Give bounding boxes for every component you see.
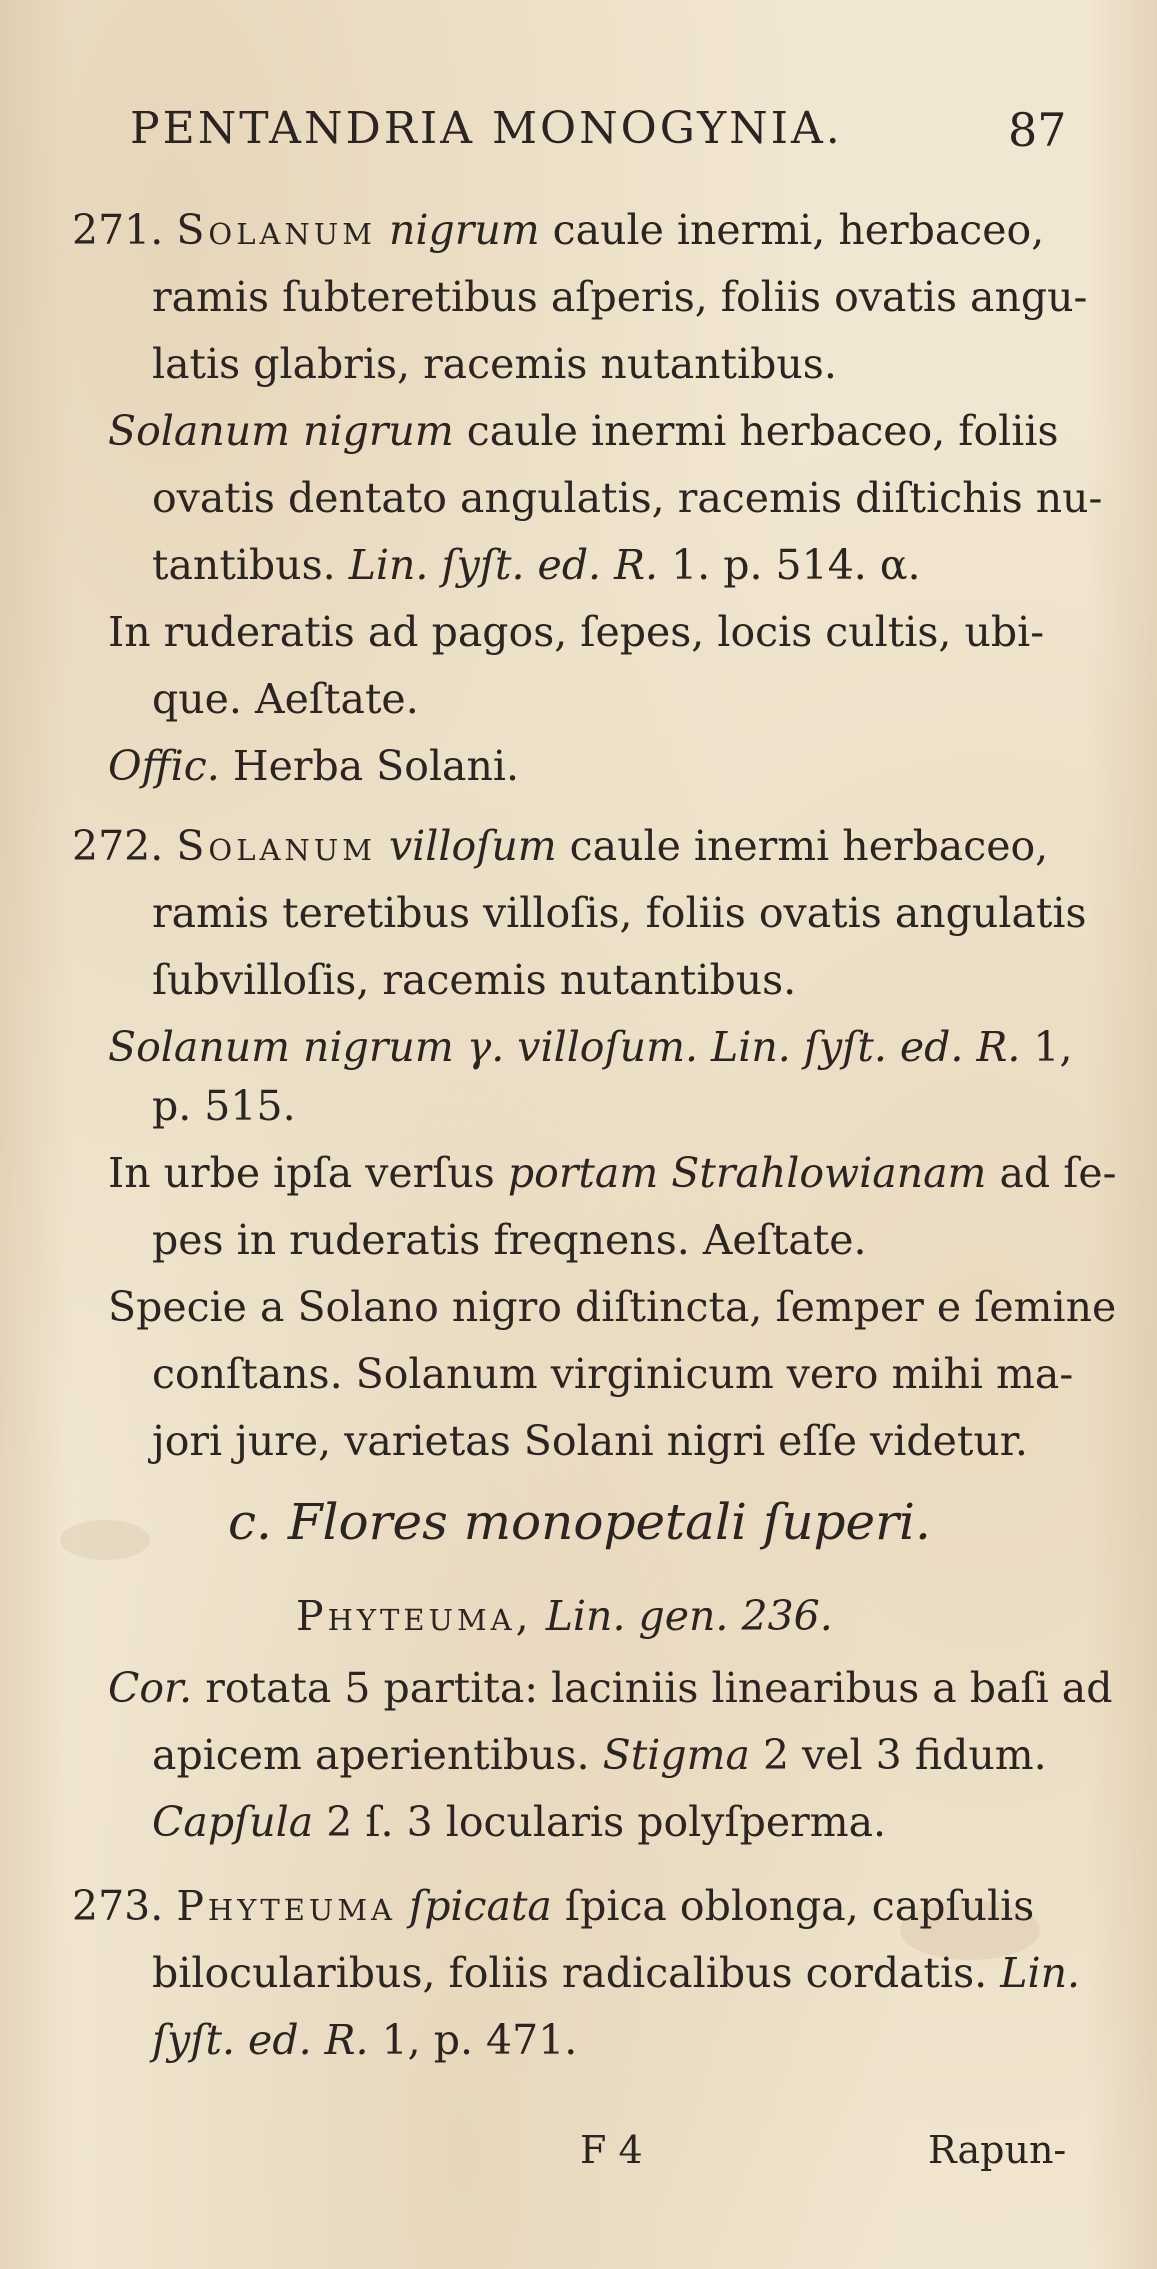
- reference: Lin.: [1000, 1949, 1081, 1997]
- entry-271-synonym-line-2: ovatis dentato angulatis, racemis diſtichis nu-: [152, 474, 1103, 522]
- entry-number: 272.: [72, 822, 164, 870]
- entry-273-line-1: [72, 1882, 1035, 1930]
- synonym-text: tantibus.: [152, 541, 336, 589]
- synonym-name: Solanum nigrum: [108, 407, 454, 455]
- synonym-text: caule inermi herbaceo, foliis: [466, 407, 1059, 455]
- capsula-label: Capſula: [152, 1798, 314, 1846]
- running-head: PENTANDRIA MONOGYNIA.: [130, 103, 843, 154]
- signature-mark: F 4: [580, 2128, 643, 2172]
- genus-description-line-1: [108, 1664, 1113, 1712]
- genus-description-line-2: [152, 1731, 1047, 1779]
- section-title: Flores monopetali ſuperi.: [287, 1493, 931, 1551]
- reference-page: 1, p. 471.: [381, 2016, 578, 2064]
- diagnosis-text: caule inermi, herbaceo,: [552, 206, 1045, 254]
- stigma-text: 2 vel 3 fidum.: [762, 1731, 1047, 1779]
- diagnosis-text: bilocularibus, foliis radicalibus cordatis.: [152, 1949, 988, 1997]
- reference: ſyſt. ed. R.: [152, 2016, 369, 2064]
- species-epithet: villoſum: [388, 822, 557, 870]
- entry-272-synonym-line-1: [108, 1023, 1073, 1071]
- entry-271-line-1: [72, 206, 1045, 254]
- corolla-text: apicem aperientibus.: [152, 1731, 590, 1779]
- synonym-name: Solanum nigrum γ. villoſum.: [108, 1023, 698, 1071]
- synonym-reference: Lin. ſyſt. ed. R.: [711, 1023, 1021, 1071]
- entry-271-habitat-line-1: In ruderatis ad pagos, ſepes, locis cultis, ubi-: [108, 608, 1045, 656]
- synonym-reference-page: 1. p. 514. α.: [671, 541, 921, 589]
- genus-name: Phyteuma: [176, 1882, 396, 1930]
- entry-272-synonym-line-2: p. 515.: [152, 1082, 296, 1130]
- page-number: 87: [1008, 103, 1067, 157]
- habitat-text: In urbe ipſa verſus: [108, 1149, 495, 1197]
- synonym-reference: Lin. ſyſt. ed. R.: [348, 541, 659, 589]
- corolla-label: Cor.: [108, 1664, 193, 1712]
- entry-271-offic-line: [108, 742, 520, 790]
- entry-271-habitat-line-2: que. Aeſtate.: [152, 675, 419, 723]
- entry-272-line-2: ramis teretibus villoſis, foliis ovatis angulatis: [152, 889, 1087, 937]
- entry-272-note-line-2: conſtans. Solanum virginicum vero mihi ma-: [152, 1350, 1074, 1398]
- genus-name: Solanum: [176, 822, 376, 870]
- entry-271-synonym-line-1: [108, 407, 1059, 455]
- entry-number: 271.: [72, 206, 164, 254]
- stigma-label: Stigma: [602, 1731, 750, 1779]
- entry-272-habitat-line-2: pes in ruderatis freqnens. Aeſtate.: [152, 1216, 867, 1264]
- entry-271-line-3: latis glabris, racemis nutantibus.: [152, 340, 837, 388]
- entry-272-line-1: [72, 822, 1049, 870]
- offic-label: Offic.: [108, 742, 220, 790]
- entry-273-line-3: [152, 2016, 578, 2064]
- catchword: Rapun-: [928, 2128, 1067, 2172]
- genus-name: Solanum: [176, 206, 376, 254]
- habitat-text: ad ſe-: [999, 1149, 1117, 1197]
- entry-272-habitat-line-1: [108, 1149, 1117, 1197]
- entry-271-synonym-line-3: [152, 541, 921, 589]
- offic-text: Herba Solani.: [232, 742, 520, 790]
- entry-271-line-2: ramis ſubteretibus aſperis, foliis ovatis angu-: [152, 273, 1088, 321]
- diagnosis-text: ſpica oblonga, capſulis: [564, 1882, 1035, 1930]
- section-heading: [228, 1493, 931, 1551]
- habitat-place: portam Strahlowianam: [507, 1149, 987, 1197]
- species-epithet: nigrum: [388, 206, 540, 254]
- genus-reference: Lin. gen. 236.: [545, 1592, 833, 1640]
- species-epithet: ſpicata: [409, 1882, 552, 1930]
- synonym-reference-page: 1,: [1033, 1023, 1073, 1071]
- entry-273-line-2: [152, 1949, 1081, 1997]
- genus-name: Phyteuma,: [296, 1592, 533, 1640]
- diagnosis-text: caule inermi herbaceo,: [569, 822, 1049, 870]
- entry-272-note-line-3: jori jure, varietas Solani nigri eſſe videtur.: [152, 1417, 1028, 1465]
- corolla-text: rotata 5 partita: laciniis linearibus a baſi ad: [205, 1664, 1113, 1712]
- entry-number: 273.: [72, 1882, 164, 1930]
- entry-272-note-line-1: Specie a Solano nigro diſtincta, ſemper e ſemine: [108, 1283, 1117, 1331]
- capsula-text: 2 ſ. 3 locularis polyſperma.: [326, 1798, 887, 1846]
- paper-stain: [60, 1520, 150, 1560]
- section-letter: c.: [228, 1493, 272, 1551]
- entry-272-line-3: ſubvilloſis, racemis nutantibus.: [152, 956, 797, 1004]
- genus-heading: [296, 1592, 833, 1640]
- genus-description-line-3: [152, 1798, 887, 1846]
